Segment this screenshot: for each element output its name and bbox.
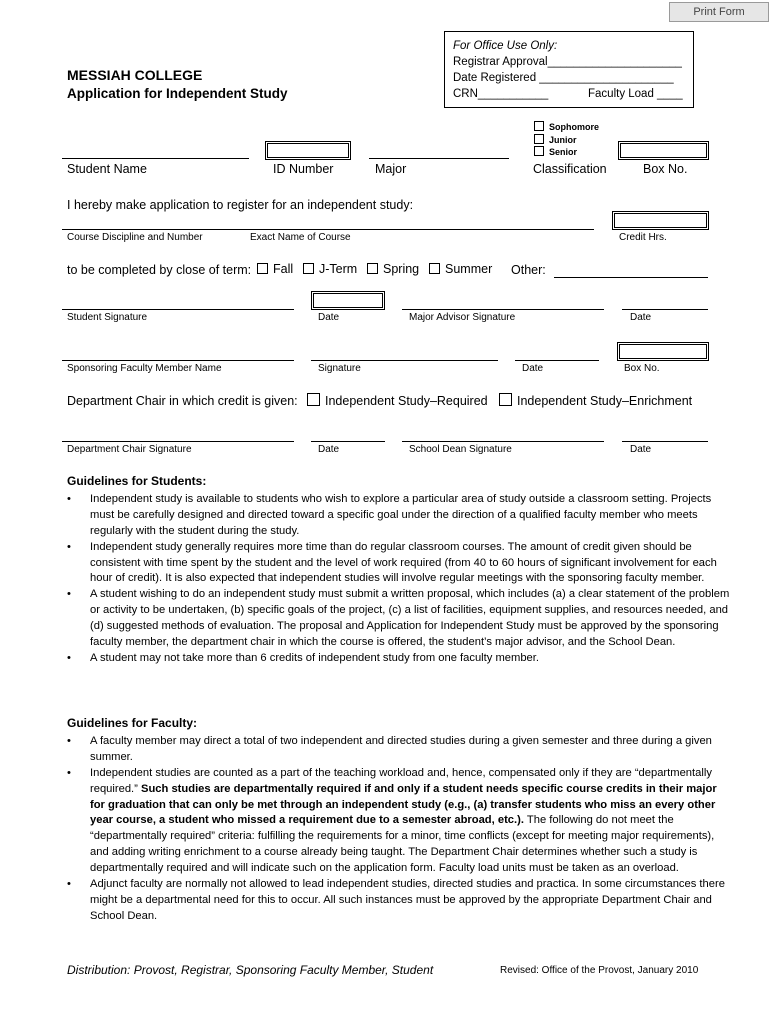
- list-item: • Adjunct faculty are normally not allowed to lead independent studies, directed studies and practica. In some circumstances there might be a departmental need for this to occur. All such instances must be approved by the appropriate Department Chair and School Dean.: [67, 877, 731, 925]
- college-name: MESSIAH COLLEGE: [67, 67, 203, 83]
- independent-enrichment-checkbox[interactable]: [499, 393, 512, 406]
- course-discipline-label: Course Discipline and Number: [67, 232, 203, 243]
- student-signature-label: Student Signature: [67, 312, 148, 323]
- course-line[interactable]: [62, 229, 594, 230]
- summer-checkbox[interactable]: [429, 263, 440, 274]
- crn-field[interactable]: CRN___________: [453, 88, 549, 100]
- faculty-date-line[interactable]: [515, 360, 599, 361]
- dean-date-label: Date: [630, 444, 652, 455]
- dept-chair-prompt: Department Chair in which credit is given:: [67, 394, 298, 408]
- distribution-note: Distribution: Provost, Registrar, Sponsoring Faculty Member, Student: [67, 963, 434, 977]
- independent-required-checkbox[interactable]: [307, 393, 320, 406]
- faculty-load-field[interactable]: Faculty Load ____: [588, 88, 683, 100]
- faculty-signature-label: Signature: [318, 363, 361, 374]
- fall-checkbox[interactable]: [257, 263, 268, 274]
- sophomore-checkbox[interactable]: [534, 121, 544, 131]
- guidelines-students: [67, 474, 731, 667]
- student-signature-line[interactable]: [62, 309, 294, 310]
- major-advisor-signature-label: Major Advisor Signature: [409, 312, 516, 323]
- major-advisor-signature-line[interactable]: [402, 309, 604, 310]
- student-date-label: Date: [318, 312, 340, 323]
- registrar-approval-field[interactable]: Registrar Approval_____________________: [453, 56, 682, 68]
- date-registered-field[interactable]: Date Registered _____________________: [453, 72, 674, 84]
- school-dean-signature-line[interactable]: [402, 441, 604, 442]
- list-item: • Independent studies are counted as a part of the teaching workload and, hence, compensated only if they are “departmentally required.” Such studies are departmentally required if and only if a student needs specific course credits in their major for graduation that can only be met through an independent study (e.g., (a) transfer students who miss an every other year course, a student who missed a requirement due to a semester abroad, etc.). The following do not meet the “departmentally required” criteria: fulfilling the requirements for a minor, time conflicts (except for meeting major requirements), and adding writing enrichment to a course already being taught. The Department Chair determines whether such a study is departmentally required and will indicate such on the application form. Faculty load units must be taken as an overload.: [67, 766, 731, 877]
- option-junior[interactable]: Junior: [534, 134, 599, 147]
- option-sophomore[interactable]: Sophomore: [534, 121, 599, 134]
- box-no-label: Box No.: [643, 162, 688, 176]
- term-fall[interactable]: Fall: [257, 262, 293, 276]
- advisor-date-label: Date: [630, 312, 652, 323]
- list-item: • Independent study generally requires more time than do regular classroom courses. The amount of credit given should be consistent with time spent by the student and the level of work required (from 40 to 60 hours of significant involvement for each hour of credit). It is also expected that independent studies will involve regular meetings with the sponsoring faculty member.: [67, 540, 731, 588]
- school-dean-signature-label: School Dean Signature: [409, 444, 512, 455]
- term-spring[interactable]: Spring: [367, 262, 419, 276]
- form-title: Application for Independent Study: [67, 86, 288, 101]
- faculty-signature-line[interactable]: [311, 360, 498, 361]
- classification-options: [534, 121, 599, 159]
- option-independent-enrichment[interactable]: Independent Study–Enrichment: [499, 393, 692, 408]
- dept-chair-signature-line[interactable]: [62, 441, 294, 442]
- guidelines-faculty-heading: Guidelines for Faculty:: [67, 716, 198, 730]
- application-statement: I hereby make application to register for an independent study:: [67, 198, 414, 212]
- sponsoring-faculty-label: Sponsoring Faculty Member Name: [67, 363, 222, 374]
- print-form-button[interactable]: Print Form: [669, 2, 769, 22]
- faculty-date-label: Date: [522, 363, 544, 374]
- other-term-label: Other:: [511, 263, 546, 277]
- sponsoring-faculty-line[interactable]: [62, 360, 294, 361]
- course-name-label: Exact Name of Course: [250, 232, 351, 243]
- guidelines-students-list: [67, 492, 731, 667]
- box-number-field[interactable]: [618, 141, 709, 160]
- option-independent-required[interactable]: Independent Study–Required: [307, 393, 488, 408]
- list-item: • A faculty member may direct a total of two independent and directed studies during a given semester and three during a given summer.: [67, 734, 731, 766]
- term-jterm[interactable]: J-Term: [303, 262, 357, 276]
- student-name-label: Student Name: [67, 162, 147, 176]
- senior-checkbox[interactable]: [534, 146, 544, 156]
- list-item: • Independent study is available to students who wish to explore a particular area of study outside a classroom setting. Projects must be carefully designed and directed toward a specific goal under the direction of a qualified faculty member who meets regularly with the student during the study.: [67, 492, 731, 540]
- spring-checkbox[interactable]: [367, 263, 378, 274]
- dean-date-line[interactable]: [622, 441, 708, 442]
- other-term-line[interactable]: [554, 277, 708, 278]
- faculty-box-number-field[interactable]: [617, 342, 709, 361]
- chair-date-label: Date: [318, 444, 340, 455]
- major-line[interactable]: [369, 158, 509, 159]
- major-label: Major: [375, 162, 407, 176]
- guidelines-faculty-list: [67, 734, 731, 925]
- id-number-field[interactable]: [265, 141, 351, 160]
- chair-date-line[interactable]: [311, 441, 385, 442]
- credit-hours-field[interactable]: [612, 211, 709, 230]
- junior-checkbox[interactable]: [534, 134, 544, 144]
- list-item: • A student wishing to do an independent study must submit a written proposal, which includes (a) a clear statement of the problem or activity to be undertaken, (b) specific goals of the project, (c) a list of facilities, equipment supplies, and resources needed, and (d) suggested methods of evaluation. The proposal and Application for Independent Study must be approved by the sponsoring faculty member, the department chair in which the course is offered, the student’s major advisor, and the School Dean.: [67, 587, 731, 651]
- office-use-box: [444, 31, 694, 108]
- student-name-line[interactable]: [62, 158, 249, 159]
- office-use-heading: For Office Use Only:: [453, 40, 558, 52]
- faculty-box-no-label: Box No.: [624, 363, 660, 374]
- list-item: • A student may not take more than 6 credits of independent study from one faculty member.: [67, 651, 731, 667]
- classification-label: Classification: [533, 162, 607, 176]
- jterm-checkbox[interactable]: [303, 263, 314, 274]
- revision-note: Revised: Office of the Provost, January 2010: [500, 965, 699, 976]
- term-prompt: to be completed by close of term:: [67, 263, 252, 277]
- advisor-date-line[interactable]: [622, 309, 708, 310]
- credit-hrs-label: Credit Hrs.: [619, 232, 667, 243]
- guidelines-faculty: [67, 716, 731, 925]
- dept-chair-signature-label: Department Chair Signature: [67, 444, 192, 455]
- guidelines-students-heading: Guidelines for Students:: [67, 474, 207, 488]
- option-senior[interactable]: Senior: [534, 146, 599, 159]
- term-summer[interactable]: Summer: [429, 262, 492, 276]
- student-date-field[interactable]: [311, 291, 385, 310]
- id-number-label: ID Number: [273, 162, 334, 176]
